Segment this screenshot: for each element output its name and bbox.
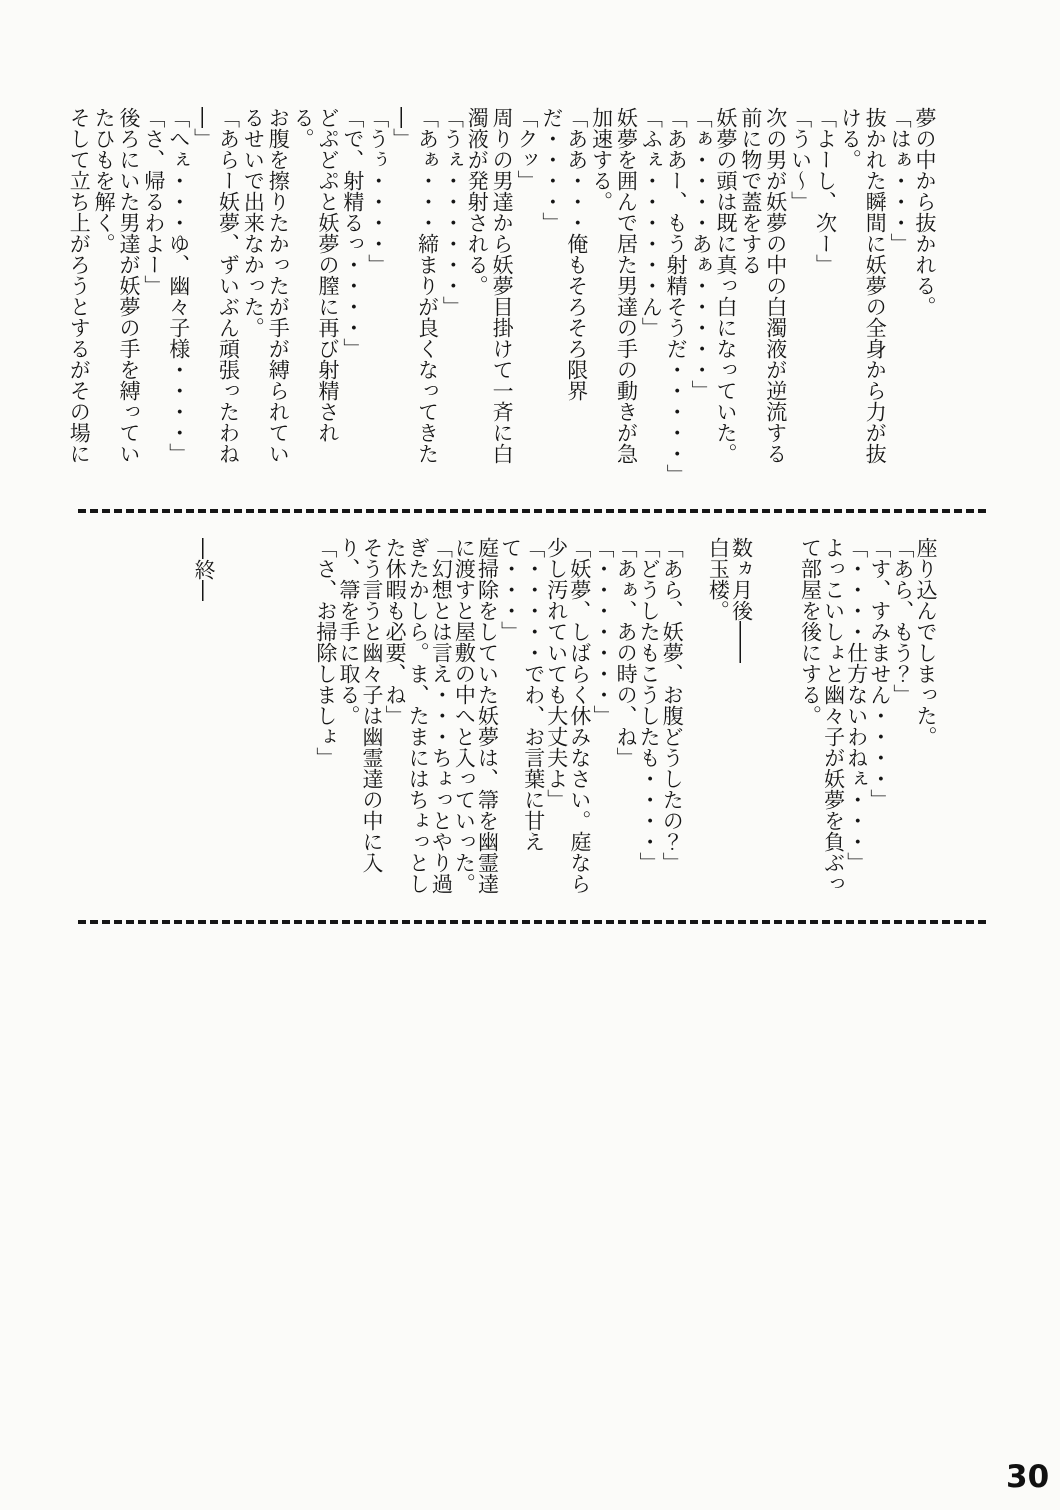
text-column: 後ろにいた男達が妖夢の手を縛っていたひもを解く。 — [92, 107, 141, 464]
dashed-divider-top — [78, 509, 986, 513]
end-marker: ―終― — [192, 538, 217, 601]
text-column: 「さ、お掃除しましょ」 — [313, 537, 338, 768]
text-column: よっこいしょと幽々子が妖夢を負ぶって部屋を後にする。 — [798, 537, 846, 894]
text-column: 次の男が妖夢の中の白濁液が逆流する前に物で蓋をする — [738, 107, 788, 464]
column-gap — [683, 537, 706, 913]
text-column: 「うぅ・・・・」 — [365, 107, 390, 275]
text-column: 座り込んでしまった。 — [914, 537, 938, 747]
text-column: 「あら、もう？」 — [890, 537, 915, 705]
text-column: 白玉楼。 — [706, 537, 731, 621]
text-column: 「あらー妖夢、ずいぶん頑張ったわね―」 — [191, 107, 241, 464]
text-column: 「うい～」 — [788, 107, 813, 212]
story-text-block-2 — [314, 537, 937, 913]
text-column: 「あぁ、あの時の、ね」 — [614, 537, 639, 768]
text-column: 「妖夢、しばらく休みなさい。庭なら少し汚れていても大丈夫よ」 — [544, 537, 592, 894]
text-column: 妖夢を囲んで居た男達の手の動きが急加速する。 — [589, 107, 639, 464]
text-column: 「す、すみません・・・・」 — [867, 537, 892, 810]
text-column: 「ぁ・・・・あぁ・・・・・」 — [689, 107, 714, 401]
text-column: 「あら、妖夢、お腹どうしたの？」 — [660, 537, 685, 873]
text-column: 「で、射精るっ・・・・」 — [340, 107, 365, 359]
text-column: 「・・・・・・・」 — [590, 537, 615, 726]
column-gap — [752, 537, 775, 913]
dashed-divider-bottom — [78, 920, 986, 924]
text-column: 「あぁ・・・締まりが良くなってきた―」 — [390, 107, 440, 464]
column-gap — [775, 537, 798, 913]
text-column: 「・・・・仕方ないわねぇ・・・」 — [844, 537, 869, 873]
text-column: どぷどぷと妖夢の膣に再び射精される。 — [291, 107, 340, 443]
text-column: 「うぇ・・・・・・」 — [440, 107, 465, 317]
text-column: 夢の中から抜かれる。 — [913, 107, 937, 317]
text-column: 妖夢の頭は既に真っ白になっていた。 — [714, 107, 738, 464]
text-column: 「ああー、もう射精そうだ・・・・・」 — [664, 107, 689, 485]
text-column: 「さ、帰るわよー」 — [141, 107, 166, 296]
text-column: 「クッ」 — [515, 107, 539, 191]
text-column: 庭掃除をしていた妖夢は、箒を幽霊達に渡すと屋敷の中へと入っていった。 — [452, 537, 500, 894]
text-column: 周りの男達から妖夢目掛けて一斉に白濁液が発射される。 — [465, 107, 515, 464]
page-number: 30 — [1006, 1459, 1050, 1495]
text-column: そして立ち上がろうとするがその場に — [67, 107, 92, 464]
text-column: 数ヵ月後―― — [729, 537, 754, 663]
text-column: 「ああ・・・俺もそろそろ限界だ・・・・」 — [539, 107, 589, 401]
story-text-block-1 — [66, 107, 937, 483]
text-column: 「よーし、次ー」 — [813, 107, 838, 275]
text-column: 「はぁ・・・」 — [888, 107, 913, 254]
text-column: 「へぇ・・・ゆ、幽々子様・・・・」 — [166, 107, 191, 464]
text-column: 抜かれた瞬間に妖夢の全身から力が抜ける。 — [838, 107, 888, 464]
text-column: 「幻想とは言え・・・ちょっとやり過ぎたかしら。ま、たまにはちょっとした休暇も必要、ね」 — [383, 537, 454, 894]
text-column: 「・・・・・でわ、お言葉に甘えて・・・」 — [498, 537, 546, 852]
text-column: 「どうしたもこうしたも・・・・」 — [637, 537, 662, 873]
text-column: 「ふぇ・・・・・・ん」 — [639, 107, 664, 338]
text-column: そう言うと幽々子は幽霊達の中に入り、箒を手に取る。 — [336, 537, 385, 873]
text-column: お腹を擦りたかったが手が縛られているせいで出来なかった。 — [241, 107, 291, 464]
